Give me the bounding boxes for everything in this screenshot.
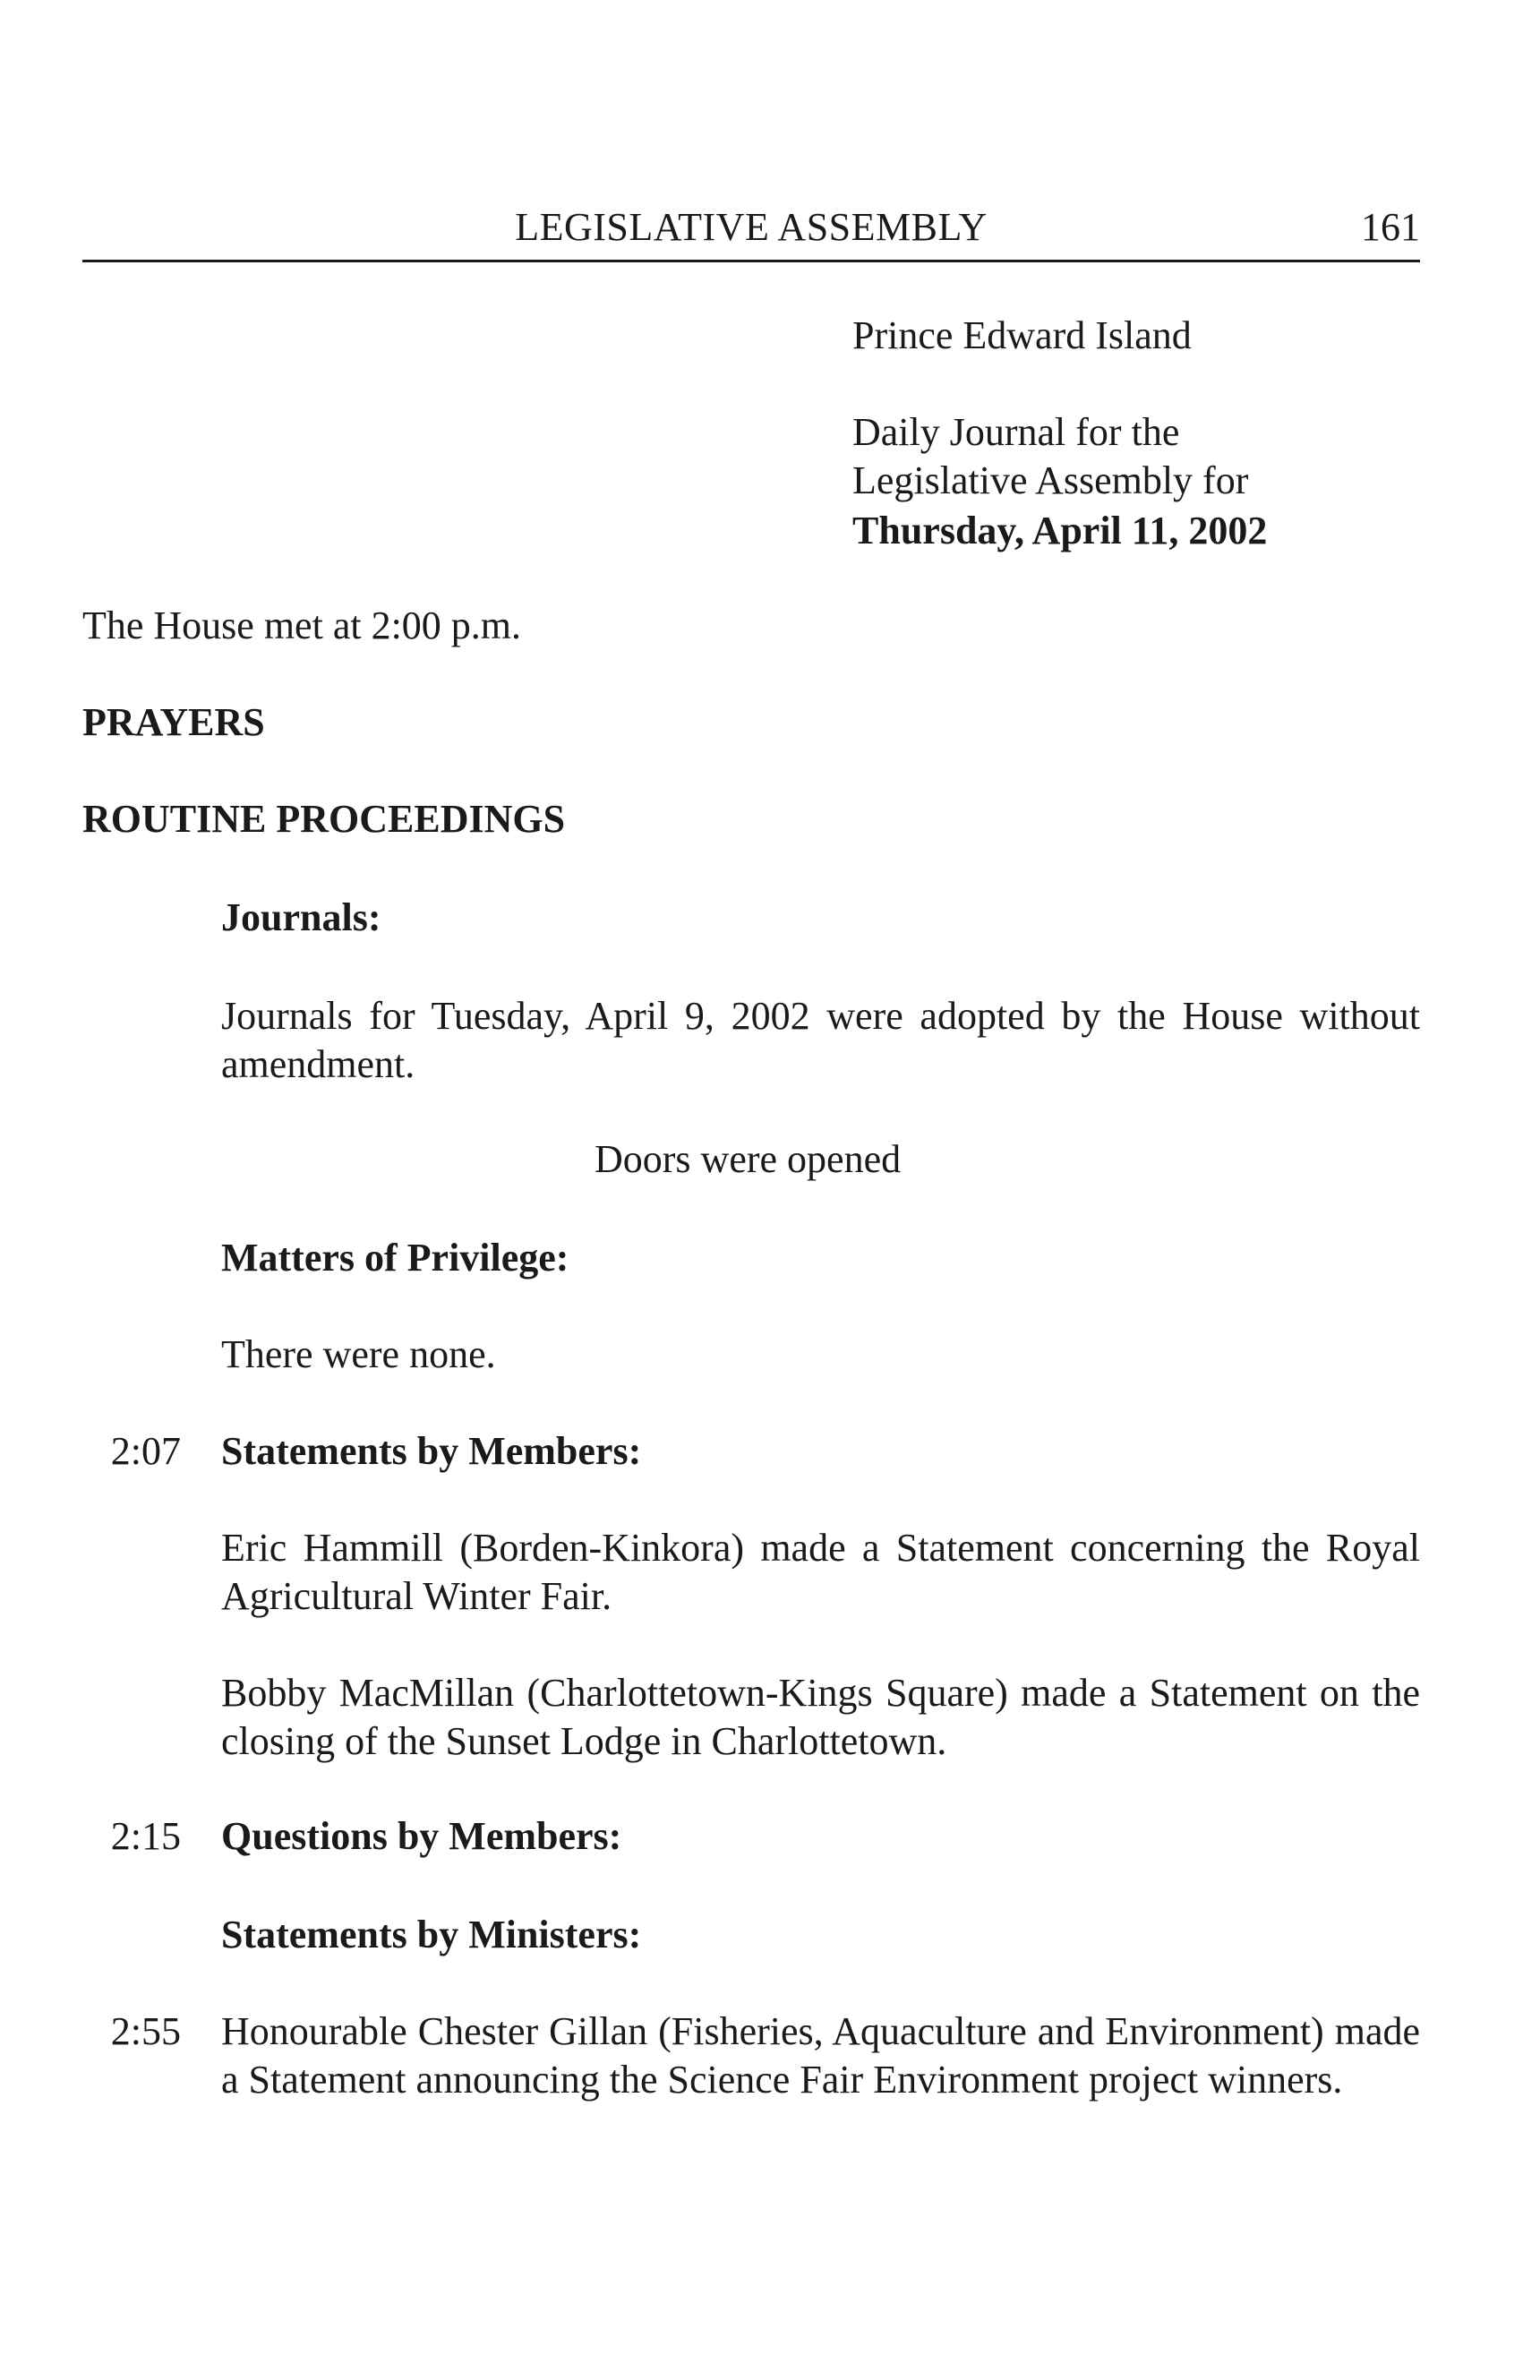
- timestamp: 2:55: [110, 2009, 181, 2053]
- routine-proceedings-heading: ROUTINE PROCEEDINGS: [82, 797, 566, 841]
- members-statement-2: Bobby MacMillan (Charlottetown-Kings Square) made a Statement on the closing of the Sunset Lodge in Charlottetown.: [221, 1671, 1420, 1763]
- journal-date: Thursday, April 11, 2002: [852, 509, 1268, 552]
- house-met-line: The House met at 2:00 p.m.: [82, 604, 522, 647]
- ministers-statement-1: Honourable Chester Gillan (Fisheries, Aquaculture and Environment) made a Statement announcing the Science Fair Environment project winners.: [221, 2009, 1420, 2102]
- ministers-statements-heading: Statements by Ministers:: [221, 1913, 642, 1956]
- doors-opened: Doors were opened: [595, 1137, 902, 1181]
- members-statements-heading: Statements by Members:: [221, 1429, 642, 1473]
- questions-heading: Questions by Members:: [221, 1814, 622, 1858]
- page-number: 161: [1361, 205, 1420, 249]
- journals-heading: Journals:: [221, 895, 381, 939]
- running-title: LEGISLATIVE ASSEMBLY: [515, 205, 988, 249]
- members-statement-1: Eric Hammill (Borden-Kinkora) made a Statement concerning the Royal Agricultural Winter Fair.: [221, 1526, 1420, 1618]
- journal-title-line2: Legislative Assembly for: [852, 458, 1249, 502]
- journal-title-line1: Daily Journal for the: [852, 410, 1180, 454]
- journals-text: Journals for Tuesday, April 9, 2002 were adopted by the House without amendment.: [221, 994, 1420, 1086]
- province-name: Prince Edward Island: [852, 313, 1192, 357]
- running-header: [82, 204, 1420, 258]
- timestamp: 2:07: [110, 1429, 181, 1473]
- privilege-text: There were none.: [221, 1332, 496, 1376]
- timestamp: 2:15: [110, 1814, 181, 1858]
- prayers-heading: PRAYERS: [82, 700, 265, 744]
- header-rule: [82, 260, 1420, 262]
- privilege-heading: Matters of Privilege:: [221, 1236, 569, 1280]
